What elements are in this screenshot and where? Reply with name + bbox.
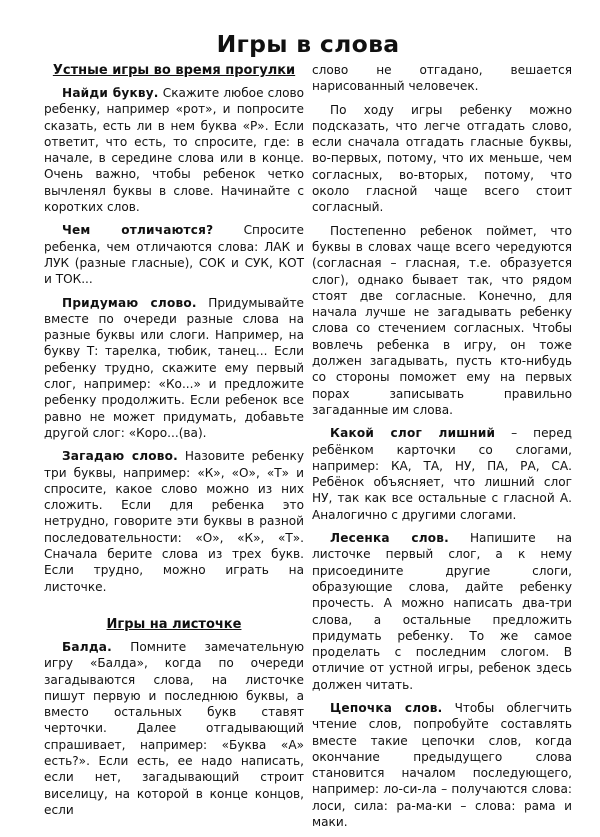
paragraph-vowels-hint: По ходу игры ребенку можно подсказать, что легче отгадать слово, если сначала отгадать гласные буквы, во-первых, потому, что их меньше, чем согласных, во-вторых, потому, что около гласной чаще всего стоит согласный. [312,102,572,215]
paragraph-heading: Найди букву. [62,86,159,100]
paragraph-heading: Цепочка слов. [330,700,443,715]
paragraph-heading: Балда. [62,639,112,654]
section-title-paper-games: Игры на листочке [106,616,242,632]
paragraph-riddle-word [44,448,304,595]
paragraph-text: Назовите ребенку три буквы, например: «К», «О», «Т» и спросите, какое слово можно из них сложить. Если для ребенка это нетрудно, говорите эти буквы в разной последовательности: «О», «К», «Т». Сначала берите слова из трех букв. Если трудно, можно играть на листочке. [44,449,304,594]
right-column [312,62,572,837]
paragraph-make-word [44,295,304,442]
paragraph-balda [44,639,304,818]
left-column [44,62,304,837]
paragraph-alternation: Постепенно ребенок поймет, что буквы в словах чаще всего чередуются (согласная – гласная, т.е. образуется слог), однако бывает так, что рядом стоят две согласные. Конечно, для начала лучше не загадывать ребенку слова со стечением согласных. Чтобы вовлечь ребенка в игру, он тоже должен загадывать, пусть кто-нибудь со стороны поможет ему на первых порах записывать правильно загаданные им слова. [312,223,572,417]
paragraph-heading: Загадаю слово. [62,449,178,464]
paragraph-heading: Лесенка слов. [330,531,449,546]
paragraph-ladder [312,530,572,693]
paragraph-text: Помните замечательную игру «Балда», когда по очереди загадываются слова, на листочке пишут первую и последнюю буквы, а вместо остальных букв ставят черточки. Далее отгадывающий спрашивает, например: «Буква «А» есть?». Если есть, ее надо написать, если нет, загадывающий строит виселицу, на которой в конце концов, если [44,639,304,817]
paragraph-text: – перед ребёнком карточки со слогами, например: КА, ТА, НУ, ПА, РА, СА. Ребёнок объясняет, что лишний слог НУ, так как все остальные с гласной А. Аналогично с другими слогами. [312,426,572,522]
paragraph-find-letter [44,85,304,215]
paragraph-text: Напишите на листочке первый слог, а к нему присоедините другие слоги, образующие слова, дайте ребенку прочесть. А можно написать два-три слова, а остальные предложить придумать ребенку. То же самое проделать с последним слогом. В отличие от устной игры, ребенок здесь должен читать. [312,531,572,692]
paragraph-differences [44,222,304,287]
paragraph-text: Чтобы облегчить чтение слов, попробуйте составлять вместе такие цепочки слов, когда окончание предыдущего слова становится началом последующего, например: ло-си-ла – получаются слова: лоси, сила: ра-ма-ки – слова: рама и маки. [312,700,572,830]
paragraph-balda-continued: слово не отгадано, вешается нарисованный человечек. [312,63,572,94]
paragraph-text: Скажите любое слово ребенку, например «рот», и попросите сказать, есть ли в нем буква «Р». Если ответит, что есть, то спросите, где: в начале, в середине слова или в конце. Очень важно, чтобы ребенок четко вычленял буквы в слове. Начинайте с коротких слов. [44,86,304,215]
section-title-oral-games: Устные игры во время прогулки [52,63,296,78]
paragraph-text: Спросите ребенка, чем отличаются слова: ЛАК и ЛУК (разные гласные), СОК и СУК, КОТ и ТОК... [44,223,304,287]
section-spacer [44,602,304,616]
paragraph-extra-syllable [312,425,572,523]
paragraph-chain [312,700,572,830]
page-title: Игры в слова [216,30,400,58]
paragraph-heading: Придумаю слово. [62,295,197,310]
paragraph-text: Придумывайте вместе по очереди разные слова на разные буквы или слоги. Например, на букву Т: тарелка, тюбик, танец... Если ребенку трудно, скажите ему первый слог, например: «Ко...» и предложите ребенку продолжить. Если ребенок все равно не может придумать, добавьте другой слог: «Коро...(ва). [44,295,304,440]
paragraph-heading: Чем отличаются? [62,223,214,238]
paragraph-heading: Какой слог лишний [330,426,496,441]
columns [44,62,572,837]
